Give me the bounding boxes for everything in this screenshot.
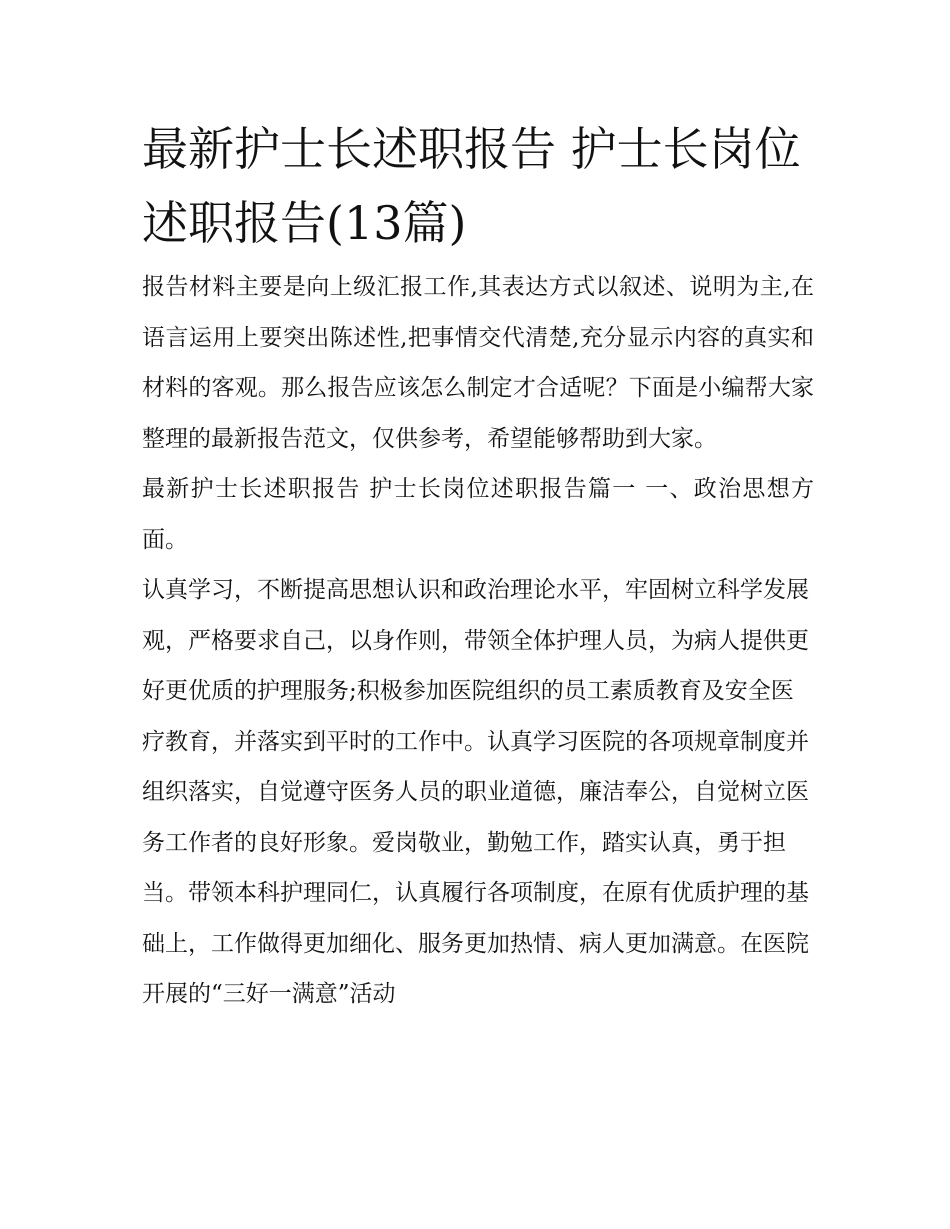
document-page xyxy=(142,112,814,1020)
document-title: 最新护士长述职报告 护士长岗位述职报告(13篇) xyxy=(142,122,801,250)
paragraph-section-heading: 最新护士长述职报告 护士长岗位述职报告篇一 一、政治思想方面。 xyxy=(142,476,814,553)
paragraph-intro: 报告材料主要是向上级汇报工作,其表达方式以叙述、说明为主,在语言运用上要突出陈述性,把事情交代清楚,充分显示内容的真实和材料的客观。那么报告应该怎么制定才合适呢？下面是小编帮大家整理的最新报告范文，仅供参考，希望能够帮助到大家。 xyxy=(142,274,814,452)
paragraph-body: 认真学习，不断提高思想认识和政治理论水平，牢固树立科学发展观，严格要求自己，以身作则，带领全体护理人员，为病人提供更好更优质的护理服务;积极参加医院组织的员工素质教育及安全医疗教育，并落实到平时的工作中。认真学习医院的各项规章制度并组织落实，自觉遵守医务人员的职业道德，廉洁奉公，自觉树立医务工作者的良好形象。爱岗敬业，勤勉工作，踏实认真，勇于担当。带领本科护理同仁，认真履行各项制度，在原有优质护理的基础上，工作做得更加细化、服务更加热情、病人更加满意。在医院开展的“三好一满意”活动 xyxy=(142,577,809,1007)
